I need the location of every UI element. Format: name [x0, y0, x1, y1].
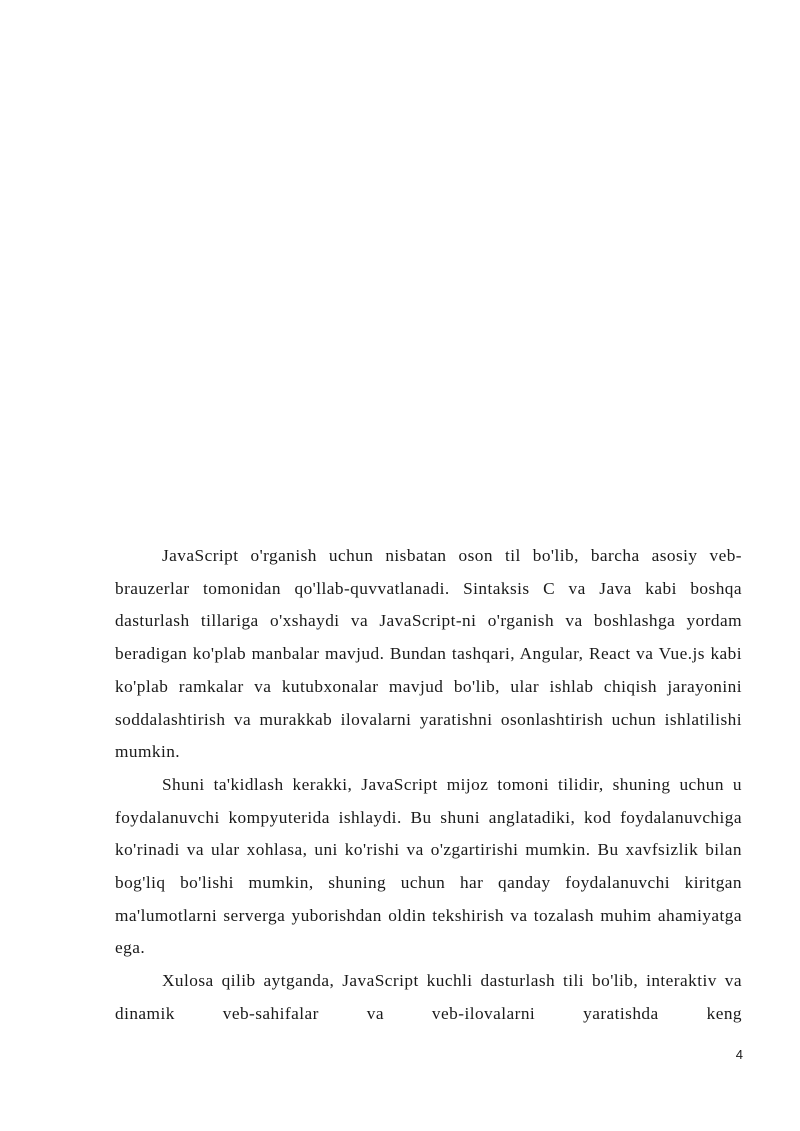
body-text	[115, 540, 742, 1031]
paragraph-conclusion: Xulosa qilib aytganda, JavaScript kuchli dasturlash tili bo'lib, interaktiv va dinamik veb-sahifalar va veb-ilovalarni yaratishda keng	[115, 971, 742, 1023]
paragraph-client-side: Shuni ta'kidlash kerakki, JavaScript mijoz tomoni tilidir, shuning uchun u foydalanuvchi kompyuterida ishlaydi. Bu shuni anglatadiki, kod foydalanuvchiga ko'rinadi va ular xohlasa, uni ko'rishi va o'zgartirishi mumkin. Bu xavfsizlik bilan bog'liq bo'lishi mumkin, shuning uchun har qanday foydalanuvchi kiritgan ma'lumotlarni serverga yuborishdan oldin tekshirish va tozalash muhim ahamiyatga ega.	[115, 774, 742, 958]
paragraph-javascript-learning: JavaScript o'rganish uchun nisbatan oson til bo'lib, barcha asosiy veb-brauzerlar tomonidan qo'llab-quvvatlanadi. Sintaksis C va Java kabi boshqa dasturlash tillariga o'xshaydi va JavaScript-ni o'rganish va boshlashga yordam beradigan ko'plab manbalar mavjud. Bundan tashqari, Angular, React va Vue.js kabi ko'plab ramkalar va kutubxonalar mavjud bo'lib, ular ishlab chiqish jarayonini soddalashtirish va murakkab ilovalarni yaratishni osonlashtirish uchun ishlatilishi mumkin.	[115, 546, 742, 762]
page-number: 4	[735, 1047, 743, 1062]
